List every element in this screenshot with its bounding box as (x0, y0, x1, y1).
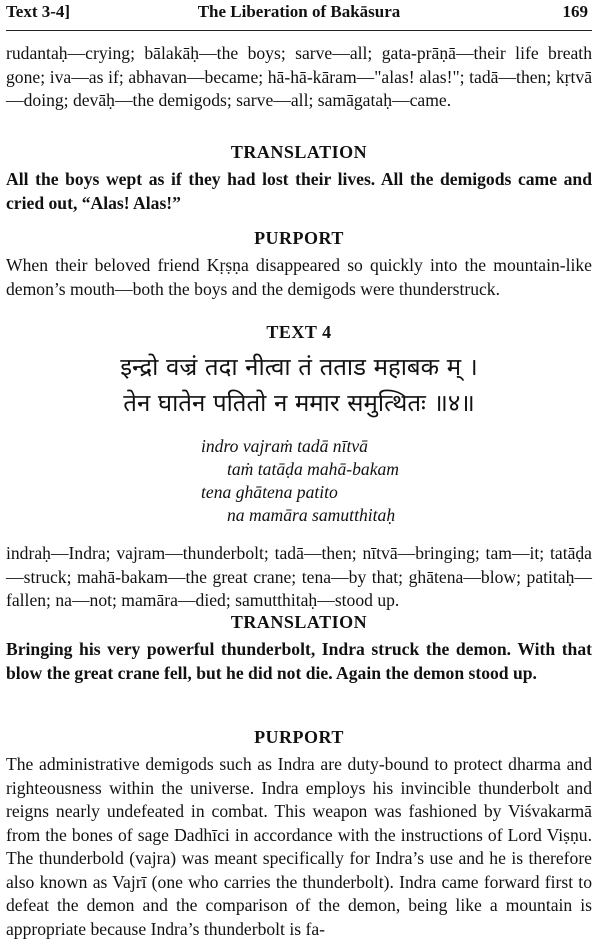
verse-line-3: tena ghātena patito (201, 482, 338, 502)
transliteration-verse (6, 435, 592, 527)
translation-heading: TRANSLATION (230, 612, 368, 632)
chapter-reference: Text 3-4] (6, 2, 71, 21)
translation-text: All the boys wept as if they had lost their lives. All the demigods came and cried out, “Alas! Alas!” (6, 169, 592, 213)
text-4-section (6, 322, 592, 527)
synonyms-text: rudantaḥ—crying; bālakāḥ—the boys; sarve—all; gata-prāṇā—their life breath gone; iva—as if; abhavan—became; hā-hā-kāram—"alas! alas!"; tadā—then; kṛtvā—doing; devāḥ—the demigods; sarve—all; samāgataḥ—came. (6, 43, 592, 110)
text-number-heading: TEXT 4 (266, 322, 332, 342)
purport-section-2 (6, 727, 592, 941)
devanagari-line-2: तेन घातेन पतितो न ममार समुत्थितः ॥४॥ (123, 389, 475, 417)
purport-heading: PURPORT (254, 228, 344, 248)
verse-line-4: na mamāra samutthitaḥ (227, 505, 396, 525)
purport-section-1 (6, 228, 592, 301)
verse-line-2: taṁ tatāḍa mahā-bakam (227, 459, 400, 479)
purport-text: When their beloved friend Kṛṣṇa disappeared so quickly into the mountain-like demon’s mouth—both the boys and the demigods were thunderstruck. (6, 255, 592, 299)
synonyms-section-2 (6, 542, 592, 613)
translation-text: Bringing his very powerful thunderbolt, Indra struck the demon. With that blow the great crane fell, but he did not die. Again the demon stood up. (6, 639, 592, 683)
translation-heading: TRANSLATION (230, 142, 368, 162)
verse-line-1: indro vajraṁ tadā nītvā (201, 436, 368, 456)
synonyms-section-1 (6, 42, 592, 113)
translation-section-2 (6, 612, 592, 685)
translation-section-1 (6, 142, 592, 215)
purport-heading: PURPORT (254, 727, 344, 747)
chapter-title: The Liberation of Bakāsura (197, 2, 401, 21)
synonyms-text: indraḥ—Indra; vajram—thunderbolt; tadā—then; nītvā—bringing; tam—it; tatāḍa—struck; mahā-bakam—the great crane; tena—by that; ghātena—blow; patitaḥ—fallen; na—not; mamāra—died; samutthitaḥ—stood up. (6, 543, 592, 610)
page-number: 169 (562, 2, 588, 21)
purport-text: The administrative demigods such as Indra are duty-bound to protect dharma and righteousness within the universe. Indra employs his invincible thunderbolt and reigns nearly undefeated in combat. This weapon was fashioned by Viśvakarmā from the bones of sage Dadhīci in accordance with the instructions of Lord Viṣṇu. The thunderbold (vajra) was meant specifically for Indra’s use and he is therefore also known as Vajrī (one who carries the thunderbolt). Indra came forward first to defeat the demon and the comparison of the demon, being like a mountain is appropriate because Indra’s thunderbolt is fa- (6, 754, 592, 939)
page-header (6, 0, 592, 31)
devanagari-line-1: इन्द्रो वज्रं तदा नीत्वा तं तताड महाबक म् । (120, 353, 478, 381)
